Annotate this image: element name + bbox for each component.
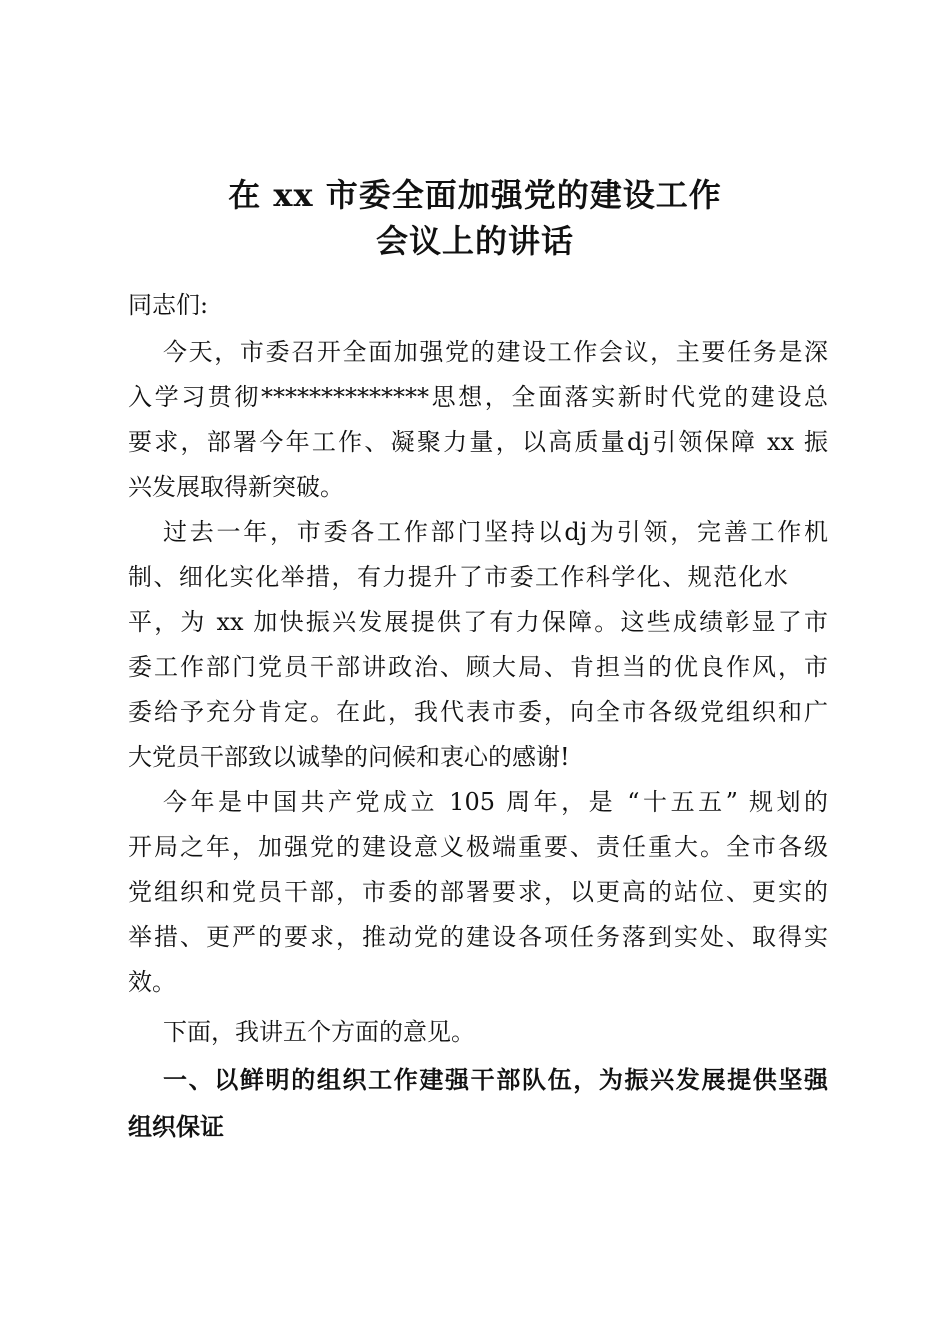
paragraph-1-line: 今天，市委召开全面加强党的建设工作会议，主要任务是深 xyxy=(163,338,828,366)
paragraph-1-line: 入学习贯彻**************思想，全面落实新时代党的建设总 xyxy=(128,383,828,411)
paragraph-3-line: 今年是中国共产党成立 105 周年，是 “十五五” 规划的 xyxy=(163,788,828,816)
section-heading-1-line: 组织保证 xyxy=(128,1112,224,1141)
paragraph-4: 下面，我讲五个方面的意见。 xyxy=(163,1018,475,1046)
paragraph-2-line: 过去一年，市委各工作部门坚持以dj为引领，完善工作机 xyxy=(163,518,828,546)
document-title-line-2: 会议上的讲话 xyxy=(375,222,574,260)
salutation: 同志们: xyxy=(128,291,209,319)
document-title-line-1: 在 xx 市委全面加强党的建设工作 xyxy=(228,176,722,214)
paragraph-3-line: 党组织和党员干部，市委的部署要求，以更高的站位、更实的 xyxy=(128,878,828,906)
paragraph-3-line: 举措、更严的要求，推动党的建设各项任务落到实处、取得实 xyxy=(128,923,828,951)
paragraph-3-line: 开局之年，加强党的建设意义极端重要、责任重大。全市各级 xyxy=(128,833,828,861)
paragraph-2-line: 制、细化实化举措，有力提升了市委工作科学化、规范化水 xyxy=(128,563,788,591)
paragraph-3-line: 效。 xyxy=(128,968,176,996)
paragraph-1-line: 要求，部署今年工作、凝聚力量，以高质量dj引领保障 xx 振 xyxy=(128,428,828,456)
paragraph-2-line: 大党员干部致以诚挚的问候和衷心的感谢! xyxy=(128,743,570,771)
paragraph-2-line: 平，为 xx 加快振兴发展提供了有力保障。这些成绩彰显了市 xyxy=(128,608,828,636)
paragraph-2-line: 委给予充分肯定。在此，我代表市委，向全市各级党组织和广 xyxy=(128,698,828,726)
paragraph-1-line: 兴发展取得新突破。 xyxy=(128,473,344,501)
paragraph-2-line: 委工作部门党员干部讲政治、顾大局、肯担当的优良作风，市 xyxy=(128,653,828,681)
section-heading-1-line: 一、以鲜明的组织工作建强干部队伍，为振兴发展提供坚强 xyxy=(163,1065,828,1094)
